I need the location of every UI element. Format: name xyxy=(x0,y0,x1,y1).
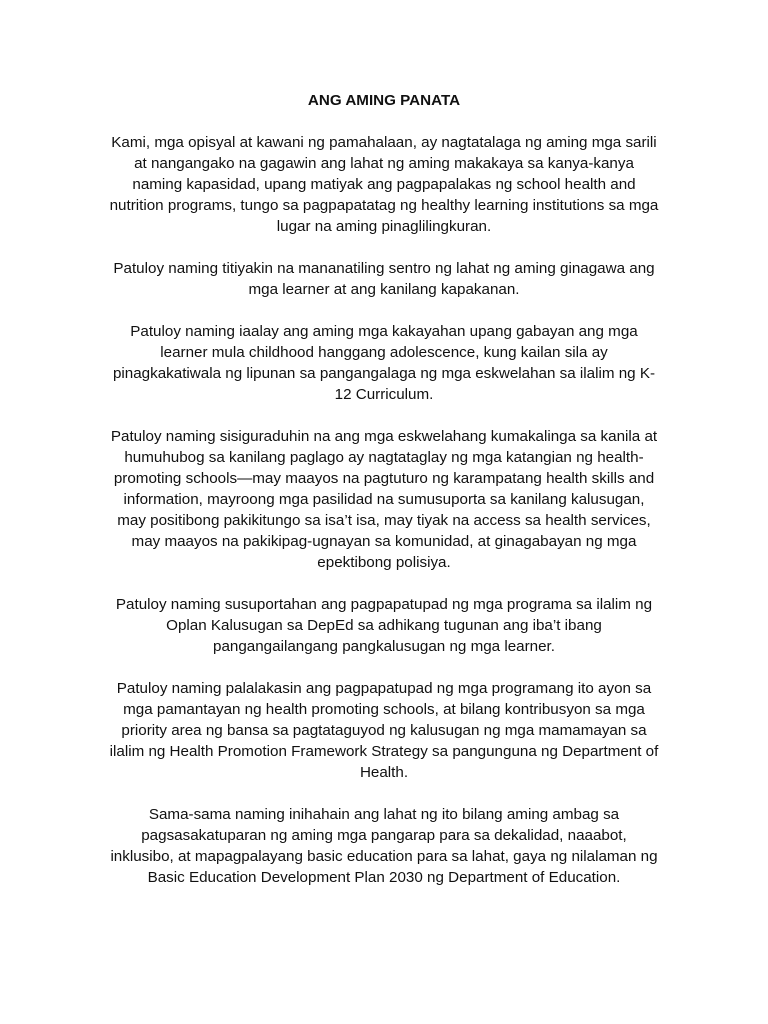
paragraph-5: Patuloy naming susuportahan ang pagpapatupad ng mga programa sa ilalim ng Oplan Kalusugan sa DepEd sa adhikang tugunan ang iba’t ibang pangangailangang pangkalusugan ng mga learner. xyxy=(115,596,653,655)
paragraph-7: Sama-sama naming inihahain ang lahat ng ito bilang aming ambag sa pagsasakatuparan ng aming mga pangarap para sa dekalidad, naaabot, inklusibo, at mapagpalayang basic education para sa lahat, gaya ng nilalaman ng Basic Education Development Plan 2030 ng Department of Education. xyxy=(110,806,658,886)
paragraph-6: Patuloy naming palalakasin ang pagpapatupad ng mga programang ito ayon sa mga pamantayan ng health promoting schools, at bilang kontribusyon sa mga priority area ng bansa sa pagtataguyod ng kalusugan ng mga mamamayan sa ilalim ng Health Promotion Framework Strategy sa pangunguna ng Department of Health. xyxy=(109,680,659,781)
document-title: ANG AMING PANATA xyxy=(307,92,461,109)
paragraph-4: Patuloy naming sisiguraduhin na ang mga eskwelahang kumakalinga sa kanila at humuhubog sa kanilang paglago ay nagtataglay ng mga katangian ng health-promoting schools—may maayos na pagtuturo ng karampatang health skills and information, mayroong mga pasilidad na sumusuporta sa kanilang kalusugan, may positibong pakikitungo sa isa’t isa, may tiyak na access sa health services, may maayos na pakikipag-ugnayan sa komunidad, at ginagabayan ng mga epektibong polisiya. xyxy=(110,428,658,571)
paragraph-3: Patuloy naming iaalay ang aming mga kakayahan upang gabayan ang mga learner mula childhood hanggang adolescence, kung kailan sila ay pinagkakatiwala ng lipunan sa pangangalaga ng mga eskwelahan sa ilalim ng K-12 Curriculum. xyxy=(112,323,656,403)
document-page xyxy=(108,90,660,909)
paragraph-2: Patuloy naming titiyakin na mananatiling sentro ng lahat ng aming ginagawa ang mga learner at ang kanilang kapakanan. xyxy=(113,260,655,298)
paragraph-1: Kami, mga opisyal at kawani ng pamahalaan, ay nagtatalaga ng aming mga sarili at nangangako na gagawin ang lahat ng aming makakaya sa kanya-kanya naming kapasidad, upang matiyak ang pagpapalakas ng school health and nutrition programs, tungo sa pagpapatatag ng healthy learning institutions sa mga lugar na aming pinaglilingkuran. xyxy=(109,134,659,235)
